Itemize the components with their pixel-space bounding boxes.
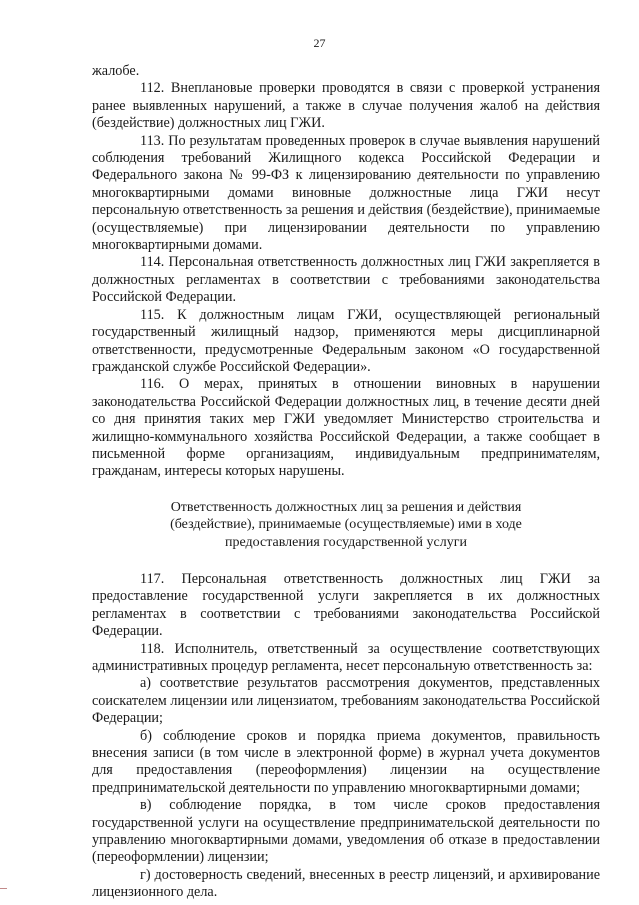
paragraphs-after-heading (92, 571, 600, 902)
paragraph-p118d: г) достоверность сведений, внесенных в реестр лицензий, и архивирование лицензионного дела. (92, 866, 600, 901)
section-heading-line: предоставления государственной услуги (225, 534, 467, 550)
paragraph-p116: 116. О мерах, принятых в отношении виновных в нарушении законодательства Российской Федерации должностных лиц, в течение десяти дней со дня принятия таких мер ГЖИ уведомляет Министерство строительства и жилищно-коммунального хозяйства Российской Федерации, а также сообщает в письменной форме организациям, индивидуальным предпринимателям, гражданам, интересы которых нарушены. (92, 376, 600, 480)
page-body (92, 63, 600, 902)
paragraphs-before-heading (92, 63, 600, 481)
paragraph-p113: 113. По результатам проведенных проверок в случае выявления нарушений соблюдения требований Жилищного кодекса Российской Федерации и Федерального закона № 99-ФЗ к лицензированию деятельности по управлению многоквартирными домами виновные должностные лица ГЖИ несут персональную ответственность за решения и действия (бездействие), принимаемые (осуществляемые) при лицензировании деятельности по управлению многоквартирными домами. (92, 132, 600, 254)
paragraph-p-cont: жалобе. (92, 63, 140, 79)
paragraph-p115: 115. К должностным лицам ГЖИ, осуществляющей региональный государственный жилищный надзор, применяются меры дисциплинарной ответственности, предусмотренные Федеральным законом «О государственной гражданской службе Российской Федерации». (92, 306, 600, 375)
paragraph-p117: 117. Персональная ответственность должностных лиц ГЖИ за предоставление государственной услуги закрепляется в их должностных регламентах в соответствии с требованиями законодательства Российской Федерации. (92, 570, 600, 640)
paragraph-p112: 112. Внеплановые проверки проводятся в связи с проверкой устранения ранее выявленных нарушений, а также в случае получения жалоб на действия (бездействие) должностных лиц ГЖИ. (92, 80, 600, 132)
paragraph-p114: 114. Персональная ответственность должностных лиц ГЖИ закрепляется в должностных регламентах в соответствии с требованиями законодательства Российской Федерации. (92, 254, 600, 306)
paragraph-p118: 118. Исполнитель, ответственный за осуществление соответствующих административных процедур регламента, несет персональную ответственность за: (92, 640, 600, 674)
paragraph-p118c: в) соблюдение порядка, в том числе сроков предоставления государственной услуги на осуществление предпринимательской деятельности по управлению многоквартирными домами, уведомления об отказе в предоставлении (переоформлении) лицензии; (92, 797, 600, 866)
section-heading-line: (бездействие), принимаемые (осуществляемые) ими в ходе (170, 517, 522, 533)
section-heading-line: Ответственность должностных лиц за решения и действия (170, 499, 522, 515)
scan-edge-mark (0, 888, 7, 889)
section-heading (116, 499, 576, 551)
page-number: 27 (313, 36, 326, 50)
paragraph-p118a: а) соответствие результатов рассмотрения документов, представленных соискателем лицензии или лицензиатом, требованиям законодательства Российской Федерации; (92, 675, 600, 727)
paragraph-p118b: б) соблюдение сроков и порядка приема документов, правильность внесения записи (в том числе в электронной форме) в журнал учета документов для предоставления (переоформления) лицензии на осуществление предпринимательской деятельности по управлению многоквартирными домами; (92, 727, 600, 796)
